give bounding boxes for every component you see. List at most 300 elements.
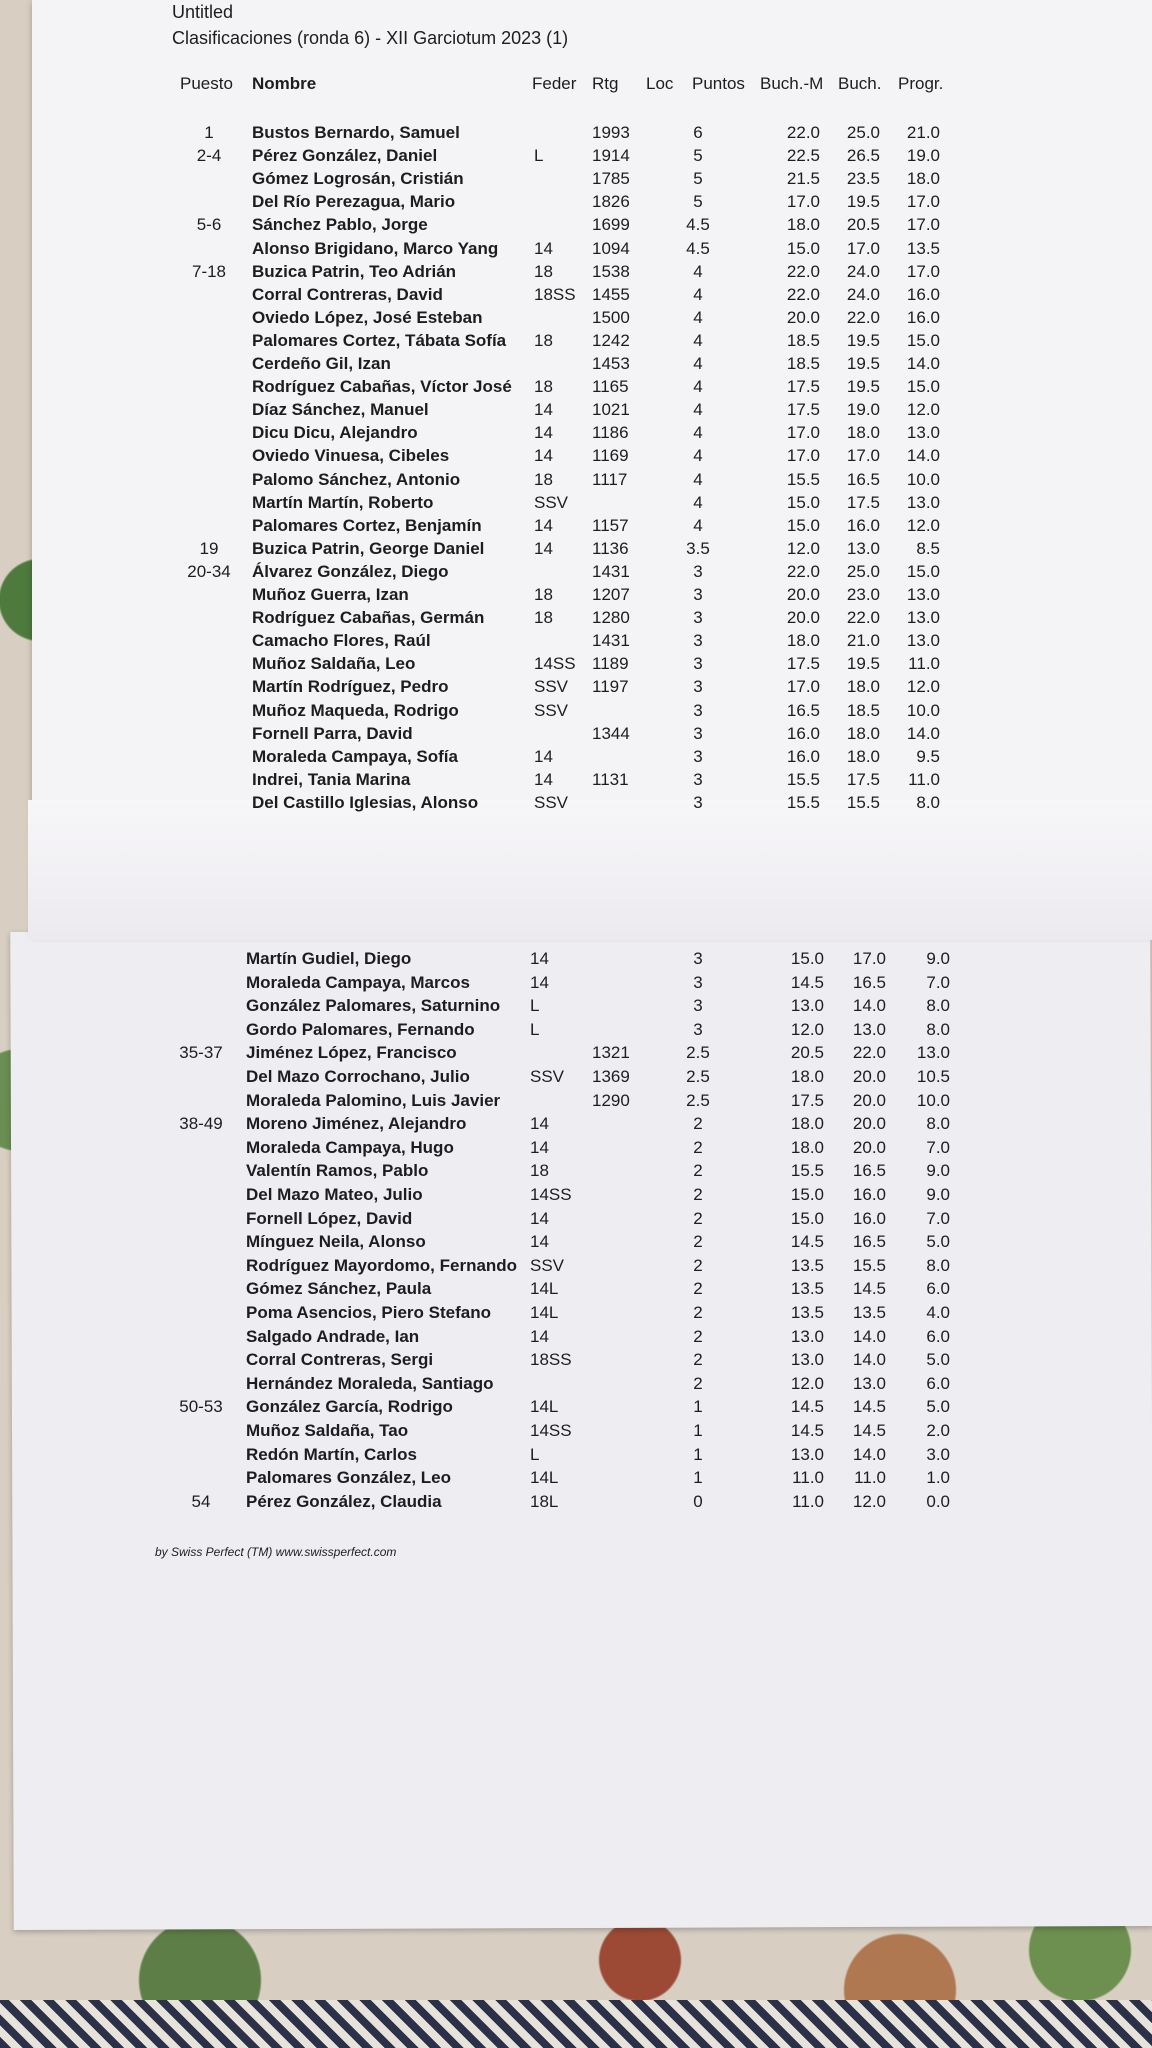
column-header: Buch. [838, 74, 882, 93]
progressive-cell: 16.0 [906, 284, 940, 304]
points-cell: 4 [693, 284, 703, 304]
federation-cell: 14 [534, 423, 553, 443]
table-row [0, 1372, 1152, 1395]
player-name: González García, Rodrigo [246, 1397, 453, 1417]
player-name: Rodríguez Cabañas, Germán [252, 608, 485, 628]
table-row [0, 606, 1152, 629]
buchholz-median-cell: 14.5 [790, 1397, 824, 1417]
buchholz-median-cell: 18.0 [786, 631, 820, 651]
progressive-cell: 14.0 [906, 723, 940, 743]
progressive-cell: 16.0 [906, 307, 940, 327]
points-cell: 2 [693, 1350, 703, 1370]
player-name: Del Río Perezagua, Mario [252, 192, 456, 212]
federation-cell: SSV [534, 677, 569, 697]
buchholz-cell: 16.0 [846, 515, 880, 535]
table-row [0, 1112, 1152, 1135]
points-cell: 1 [693, 1444, 703, 1464]
federation-cell: 14L [530, 1279, 559, 1299]
buchholz-cell: 17.0 [852, 949, 886, 968]
buchholz-median-cell: 22.0 [786, 123, 820, 142]
points-cell: 2 [693, 1161, 703, 1181]
table-row [0, 444, 1152, 467]
points-cell: 4 [693, 330, 703, 350]
progressive-cell: 7.0 [926, 972, 950, 992]
points-cell: 2 [693, 1255, 703, 1275]
table-row [0, 1089, 1152, 1112]
points-cell: 4.5 [686, 215, 710, 235]
table-row [0, 1018, 1152, 1041]
buchholz-median-cell: 13.5 [790, 1279, 824, 1299]
progressive-cell: 1.0 [926, 1468, 950, 1488]
player-name: Oviedo López, José Esteban [252, 307, 483, 327]
buchholz-cell: 19.5 [846, 377, 880, 397]
table-row [0, 1159, 1152, 1182]
buchholz-median-cell: 22.0 [786, 284, 820, 304]
points-cell: 5 [693, 146, 703, 166]
buchholz-median-cell: 15.0 [790, 949, 824, 968]
table-row [0, 1348, 1152, 1371]
buchholz-median-cell: 16.0 [786, 723, 820, 743]
rating-cell: 1369 [592, 1067, 630, 1086]
progressive-cell: 17.0 [906, 215, 940, 235]
points-cell: 4 [693, 492, 703, 512]
player-name: Del Castillo Iglesias, Alonso [252, 792, 479, 812]
player-name: Muñoz Saldaña, Tao [246, 1421, 409, 1440]
federation-cell: 14L [530, 1397, 559, 1417]
player-name: Fornell López, David [246, 1208, 413, 1228]
table-row [0, 1443, 1152, 1466]
points-cell: 4.5 [686, 238, 710, 258]
buchholz-cell: 13.0 [852, 1019, 886, 1039]
rating-cell: 1785 [592, 169, 630, 189]
rating-cell: 1993 [592, 123, 630, 142]
points-cell: 2 [693, 1303, 703, 1322]
tablecloth-pattern [0, 2000, 1152, 2048]
player-name: Dicu Dicu, Alejandro [252, 423, 418, 443]
buchholz-median-cell: 20.5 [790, 1043, 824, 1063]
player-name: Palomares González, Leo [246, 1468, 452, 1488]
progressive-cell: 6.0 [926, 1279, 950, 1299]
rank-cell: 54 [191, 1491, 211, 1511]
buchholz-cell: 21.0 [846, 631, 880, 651]
progressive-cell: 13.0 [906, 585, 940, 604]
buchholz-cell: 16.0 [852, 1185, 886, 1204]
buchholz-cell: 20.0 [852, 1114, 886, 1134]
points-cell: 5 [693, 192, 703, 212]
buchholz-median-cell: 13.0 [790, 1350, 824, 1370]
federation-cell: 14 [530, 949, 549, 968]
table-row [0, 491, 1152, 514]
progressive-cell: 21.0 [906, 123, 940, 142]
player-name: Martín Rodríguez, Pedro [252, 677, 449, 697]
buchholz-cell: 17.0 [846, 238, 880, 258]
player-name: Rodríguez Mayordomo, Fernando [246, 1255, 518, 1275]
buchholz-median-cell: 17.0 [786, 192, 820, 212]
progressive-cell: 14.0 [906, 354, 940, 373]
progressive-cell: 13.0 [916, 1043, 950, 1063]
table-row [0, 1419, 1152, 1442]
player-name: Gómez Sánchez, Paula [246, 1279, 432, 1299]
buchholz-cell: 14.5 [852, 1279, 886, 1299]
player-name: Gómez Logrosán, Cristián [252, 169, 464, 189]
progressive-cell: 11.0 [908, 769, 940, 789]
rating-cell: 1186 [592, 423, 629, 443]
buchholz-median-cell: 15.5 [786, 469, 820, 489]
points-cell: 2 [693, 1232, 703, 1252]
federation-cell: 18SS [530, 1350, 572, 1370]
table-row [0, 1207, 1152, 1230]
buchholz-median-cell: 18.0 [790, 1114, 824, 1134]
points-cell: 3 [693, 677, 703, 697]
federation-cell: 14L [530, 1303, 559, 1322]
rating-cell: 1131 [592, 769, 629, 789]
progressive-cell: 10.5 [916, 1067, 950, 1086]
buchholz-median-cell: 22.0 [786, 261, 820, 281]
buchholz-cell: 14.0 [852, 1326, 886, 1346]
buchholz-median-cell: 18.5 [786, 330, 820, 350]
points-cell: 2 [693, 1279, 703, 1299]
buchholz-median-cell: 15.0 [790, 1208, 824, 1228]
points-cell: 2.5 [686, 1067, 710, 1086]
buchholz-cell: 17.0 [846, 446, 880, 466]
player-name: Buzica Patrin, Teo Adrián [252, 261, 457, 281]
progressive-cell: 2.0 [926, 1421, 950, 1440]
buchholz-median-cell: 17.5 [786, 377, 820, 397]
rank-cell: 1 [204, 123, 214, 142]
buchholz-median-cell: 22.0 [786, 561, 820, 581]
points-cell: 3 [693, 654, 703, 674]
buchholz-cell: 20.0 [852, 1067, 886, 1086]
buchholz-median-cell: 12.0 [786, 538, 820, 558]
table-row [0, 947, 1152, 970]
buchholz-cell: 19.0 [846, 400, 880, 420]
buchholz-median-cell: 20.0 [786, 608, 820, 628]
player-name: Palomo Sánchez, Antonio [252, 469, 461, 489]
progressive-cell: 9.5 [916, 746, 940, 766]
buchholz-median-cell: 13.5 [790, 1303, 824, 1322]
federation-cell: 14 [530, 1114, 549, 1134]
rank-cell: 35-37 [179, 1043, 223, 1063]
progressive-cell: 13.0 [906, 423, 940, 443]
column-header: Nombre [252, 74, 317, 93]
federation-cell: L [530, 1019, 540, 1039]
progressive-cell: 8.0 [926, 1114, 950, 1134]
rating-cell: 1207 [592, 585, 630, 604]
buchholz-cell: 16.5 [852, 1161, 886, 1181]
federation-cell: 14 [530, 1232, 549, 1252]
federation-cell: 14 [530, 1137, 549, 1157]
buchholz-median-cell: 18.0 [790, 1067, 824, 1086]
player-name: Gordo Palomares, Fernando [246, 1019, 475, 1039]
federation-cell: 14 [534, 538, 553, 558]
points-cell: 1 [693, 1468, 703, 1488]
points-cell: 5 [693, 169, 703, 189]
column-header: Puesto [180, 74, 233, 93]
buchholz-median-cell: 17.5 [790, 1090, 824, 1110]
buchholz-cell: 14.5 [852, 1421, 886, 1440]
federation-cell: L [534, 146, 544, 166]
buchholz-median-cell: 15.0 [786, 515, 820, 535]
buchholz-median-cell: 17.5 [786, 654, 820, 674]
column-header: Loc [646, 74, 674, 93]
progressive-cell: 13.0 [906, 631, 940, 651]
table-row [0, 1277, 1152, 1300]
table-row [0, 1230, 1152, 1253]
table-row [0, 121, 1152, 144]
player-name: Martín Martín, Roberto [252, 492, 434, 512]
buchholz-median-cell: 13.5 [790, 1255, 824, 1275]
player-name: Buzica Patrin, George Daniel [252, 538, 485, 558]
rank-cell: 7-18 [191, 261, 227, 281]
buchholz-cell: 26.5 [846, 146, 880, 166]
points-cell: 4 [693, 261, 703, 281]
points-cell: 3 [693, 1019, 703, 1039]
progressive-cell: 6.0 [926, 1326, 950, 1346]
table-row [0, 745, 1152, 768]
progressive-cell: 8.0 [926, 1019, 950, 1039]
points-cell: 4 [693, 354, 703, 373]
buchholz-median-cell: 13.0 [790, 996, 824, 1016]
buchholz-median-cell: 20.0 [786, 307, 820, 327]
buchholz-cell: 17.5 [846, 769, 880, 789]
player-name: Redón Martín, Carlos [246, 1444, 417, 1464]
progressive-cell: 7.0 [926, 1208, 950, 1228]
table-row [0, 537, 1152, 560]
progressive-cell: 9.0 [926, 1185, 950, 1204]
table-row [0, 514, 1152, 537]
buchholz-cell: 16.0 [852, 1208, 886, 1228]
buchholz-median-cell: 12.0 [790, 1019, 824, 1039]
buchholz-cell: 14.0 [852, 1350, 886, 1370]
rating-cell: 1699 [592, 215, 630, 235]
player-name: Palomares Cortez, Benjamín [252, 515, 482, 535]
paper-fold [28, 800, 1152, 940]
buchholz-cell: 19.5 [846, 354, 880, 373]
points-cell: 4 [693, 515, 703, 535]
buchholz-cell: 18.0 [846, 677, 880, 697]
federation-cell: 14L [530, 1468, 559, 1488]
buchholz-cell: 11.0 [854, 1468, 886, 1488]
progressive-cell: 18.0 [906, 169, 940, 189]
federation-cell: 18 [534, 608, 553, 628]
progressive-cell: 10.0 [906, 469, 940, 489]
points-cell: 4 [693, 307, 703, 327]
table-row [0, 190, 1152, 213]
points-cell: 2 [693, 1137, 703, 1157]
player-name: Hernández Moraleda, Santiago [246, 1373, 494, 1393]
federation-cell: SSV [530, 1255, 565, 1275]
rating-cell: 1826 [592, 192, 630, 212]
table-row [0, 260, 1152, 283]
points-cell: 3 [693, 746, 703, 766]
rating-cell: 1169 [592, 446, 629, 466]
points-cell: 4 [693, 469, 703, 489]
buchholz-cell: 23.0 [846, 585, 880, 604]
rating-cell: 1280 [592, 608, 630, 628]
table-row [0, 1466, 1152, 1489]
rating-cell: 1290 [592, 1090, 630, 1110]
federation-cell: L [530, 1444, 540, 1464]
buchholz-cell: 18.0 [846, 746, 880, 766]
progressive-cell: 15.0 [906, 561, 940, 581]
rating-cell: 1117 [592, 469, 628, 489]
rank-cell: 2-4 [196, 146, 222, 166]
progressive-cell: 13.0 [906, 492, 940, 512]
player-name: Muñoz Saldaña, Leo [252, 654, 416, 674]
table-row [0, 1490, 1152, 1513]
table-row [0, 421, 1152, 444]
table-row [0, 144, 1152, 167]
progressive-cell: 5.0 [926, 1232, 950, 1252]
buchholz-cell: 22.0 [846, 307, 880, 327]
buchholz-cell: 19.5 [846, 192, 880, 212]
points-cell: 4 [693, 446, 703, 466]
table-row [0, 468, 1152, 491]
table-row [0, 329, 1152, 352]
buchholz-cell: 18.5 [846, 700, 880, 720]
points-cell: 0 [693, 1491, 703, 1511]
player-name: Muñoz Maqueda, Rodrigo [252, 700, 459, 720]
points-cell: 2.5 [686, 1090, 710, 1110]
buchholz-cell: 15.5 [852, 1255, 886, 1275]
buchholz-median-cell: 15.5 [786, 792, 820, 812]
points-cell: 3 [693, 723, 703, 743]
points-cell: 3.5 [686, 538, 710, 558]
rating-cell: 1453 [592, 354, 630, 373]
progressive-cell: 19.0 [906, 146, 940, 166]
points-cell: 2 [693, 1114, 703, 1134]
rating-cell: 1914 [592, 146, 630, 166]
federation-cell: 18 [534, 377, 553, 397]
footer-credit: by Swiss Perfect (TM) www.swissperfect.com [155, 1545, 397, 1559]
buchholz-cell: 20.0 [852, 1137, 886, 1157]
table-row [0, 699, 1152, 722]
table-row [0, 768, 1152, 791]
federation-cell: 14 [534, 746, 553, 766]
buchholz-median-cell: 15.5 [786, 769, 820, 789]
player-name: Camacho Flores, Raúl [252, 631, 431, 651]
table-row [0, 583, 1152, 606]
rating-cell: 1538 [592, 261, 630, 281]
buchholz-cell: 16.5 [852, 1232, 886, 1252]
player-name: Moraleda Campaya, Marcos [246, 972, 470, 992]
player-name: Poma Asencios, Piero Stefano [246, 1303, 491, 1322]
buchholz-cell: 18.0 [846, 423, 880, 443]
table-row [0, 791, 1152, 814]
table-row [0, 675, 1152, 698]
table-row [0, 237, 1152, 260]
buchholz-median-cell: 18.5 [786, 354, 820, 373]
buchholz-median-cell: 14.5 [790, 972, 824, 992]
rating-cell: 1157 [592, 515, 629, 535]
progressive-cell: 14.0 [906, 446, 940, 466]
player-name: González Palomares, Saturnino [246, 996, 501, 1016]
points-cell: 4 [693, 423, 703, 443]
federation-cell: SSV [534, 700, 569, 720]
buchholz-median-cell: 22.5 [786, 146, 820, 166]
table-row [0, 971, 1152, 994]
progressive-cell: 13.0 [906, 608, 940, 628]
federation-cell: 14SS [534, 654, 576, 674]
buchholz-cell: 18.0 [846, 723, 880, 743]
buchholz-median-cell: 15.0 [786, 492, 820, 512]
federation-cell: 18SS [534, 284, 576, 304]
table-row [0, 1065, 1152, 1088]
table-row [0, 352, 1152, 375]
buchholz-cell: 20.5 [846, 215, 880, 235]
column-header: Rtg [592, 74, 619, 93]
buchholz-cell: 13.0 [852, 1373, 886, 1393]
column-header: Buch.-M [760, 74, 824, 93]
buchholz-cell: 14.0 [852, 996, 886, 1016]
progressive-cell: 8.0 [916, 792, 940, 812]
player-name: Moraleda Campaya, Sofía [252, 746, 458, 766]
table-row [0, 1183, 1152, 1206]
progressive-cell: 0.0 [926, 1491, 950, 1511]
federation-cell: 14 [534, 400, 553, 420]
buchholz-median-cell: 13.0 [790, 1444, 824, 1464]
table-row [0, 722, 1152, 745]
player-name: Moraleda Palomino, Luis Javier [246, 1090, 501, 1110]
player-name: Jiménez López, Francisco [246, 1043, 457, 1063]
progressive-cell: 12.0 [906, 677, 940, 697]
buchholz-cell: 13.0 [846, 538, 880, 558]
federation-cell: 14 [530, 972, 549, 992]
progressive-cell: 7.0 [926, 1137, 950, 1157]
buchholz-cell: 23.5 [846, 169, 880, 189]
table-row [0, 652, 1152, 675]
table-row [0, 167, 1152, 190]
player-name: Oviedo Vinuesa, Cibeles [252, 446, 450, 466]
player-name: Moraleda Campaya, Hugo [246, 1137, 454, 1157]
rating-cell: 1431 [592, 561, 630, 581]
buchholz-median-cell: 11.0 [792, 1491, 824, 1511]
federation-cell: 14 [530, 1208, 549, 1228]
player-name: Pérez González, Claudia [246, 1491, 442, 1511]
points-cell: 3 [693, 700, 703, 720]
points-cell: 3 [693, 996, 703, 1016]
rank-cell: 20-34 [187, 561, 231, 581]
rating-cell: 1094 [592, 238, 630, 258]
progressive-cell: 5.0 [926, 1397, 950, 1417]
federation-cell: 14SS [530, 1421, 572, 1440]
table-row [0, 375, 1152, 398]
table-row [0, 1136, 1152, 1159]
federation-cell: 14 [534, 769, 553, 789]
player-name: Del Mazo Corrochano, Julio [246, 1067, 470, 1086]
progressive-cell: 12.0 [906, 515, 940, 535]
player-name: Salgado Andrade, Ian [246, 1326, 420, 1346]
table-row [0, 1254, 1152, 1277]
document-subtitle: Clasificaciones (ronda 6) - XII Garciotum 2023 (1) [172, 28, 569, 48]
points-cell: 3 [693, 631, 703, 651]
points-cell: 3 [693, 561, 703, 581]
column-header: Puntos [692, 74, 745, 93]
player-name: Del Mazo Mateo, Julio [246, 1185, 423, 1204]
rank-cell: 50-53 [179, 1397, 223, 1417]
federation-cell: 18 [534, 469, 553, 489]
points-cell: 2 [693, 1208, 703, 1228]
player-name: Martín Gudiel, Diego [246, 949, 412, 968]
rating-cell: 1500 [592, 307, 630, 327]
buchholz-median-cell: 17.0 [786, 423, 820, 443]
buchholz-cell: 24.0 [846, 261, 880, 281]
player-name: Pérez González, Daniel [252, 146, 438, 166]
points-cell: 2 [693, 1185, 703, 1204]
buchholz-cell: 16.5 [846, 469, 880, 489]
progressive-cell: 8.0 [926, 996, 950, 1016]
federation-cell: SSV [530, 1067, 565, 1086]
